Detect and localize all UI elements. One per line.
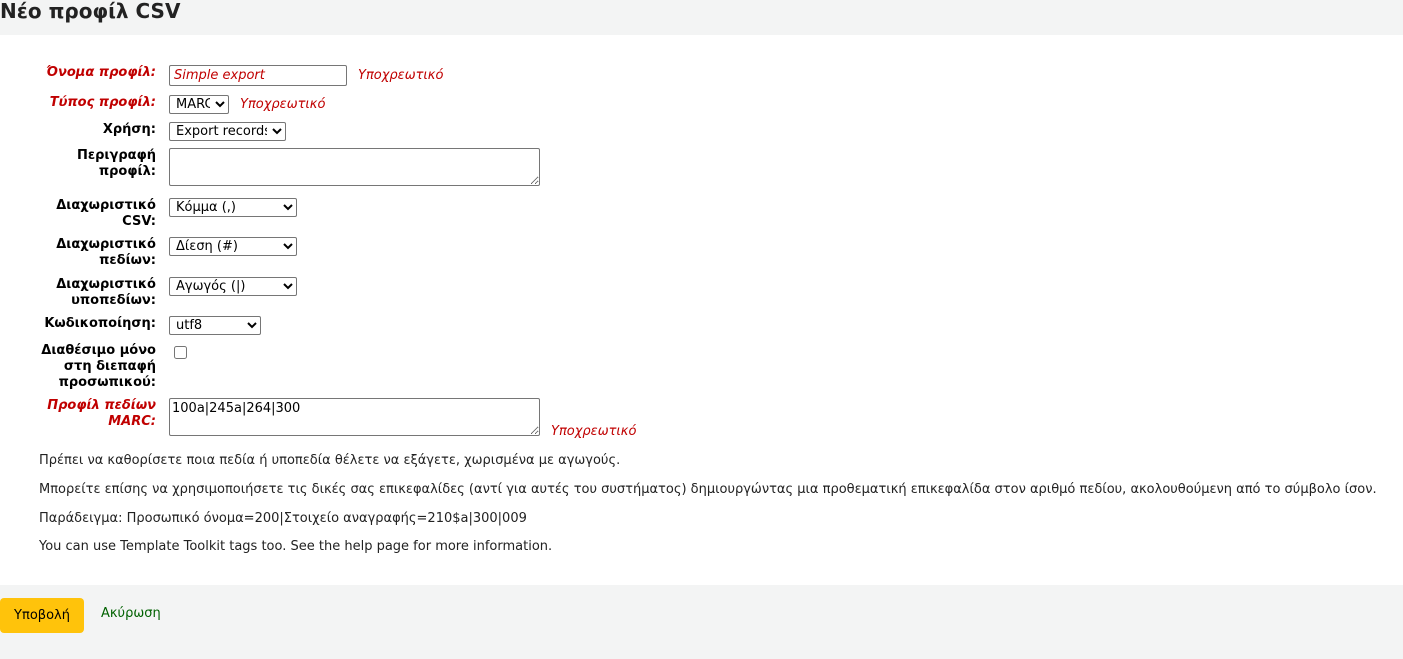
usage-select[interactable] [169,122,286,141]
staff-only-label-line3: προσωπικού: [58,375,156,390]
marc-fields-required-note: Υποχρεωτικό [551,424,637,439]
csv-separator-select[interactable] [169,198,297,217]
description-label-line2: προφίλ: [98,164,156,179]
csv-separator-label-line1: Διαχωριστικό [56,198,156,213]
page-title: Νέο προφίλ CSV [0,0,181,23]
csv-separator-label-line2: CSV: [122,214,156,229]
help-text-example: Παράδειγμα: Προσωπικό όνομα=200|Στοιχείο αναγραφής=210$a|300|009 [39,511,527,526]
staff-only-label-line2: στη διεπαφή [63,359,156,374]
description-label-line1: Περιγραφή [76,148,156,163]
subfield-separator-label-line2: υποπεδίων: [71,293,156,308]
profile-name-required-note: Υποχρεωτικό [358,68,444,83]
field-separator-label [56,237,156,269]
profile-name-label: Όνομα προφίλ: [46,65,156,80]
field-separator-label-line1: Διαχωριστικό [56,237,156,252]
profile-type-label: Τύπος προφίλ: [49,95,156,110]
csv-separator-label [56,198,156,230]
profile-name-input[interactable] [169,65,347,86]
help-text-fields: Πρέπει να καθορίσετε ποια πεδία ή υποπεδία θέλετε να εξάγετε, χωρισμένα με αγωγούς. [39,453,621,468]
description-textarea[interactable] [169,148,540,186]
staff-only-label [41,343,156,391]
usage-label: Χρήση: [102,122,156,137]
subfield-separator-select[interactable] [169,277,297,296]
marc-fields-label-line2: MARC: [108,414,156,429]
staff-only-checkbox[interactable] [174,346,187,359]
field-separator-label-line2: πεδίων: [99,253,156,268]
description-label [77,148,156,180]
profile-type-required-note: Υποχρεωτικό [240,97,326,112]
staff-only-label-line1: Διαθέσιμο μόνο [41,343,156,358]
marc-fields-label-line1: Προφίλ πεδίων [47,398,156,413]
field-separator-select[interactable] [169,237,297,256]
subfield-separator-label-line1: Διαχωριστικό [56,277,156,292]
cancel-link[interactable]: Ακύρωση [101,606,161,621]
help-text-template-toolkit: You can use Template Toolkit tags too. See the help page for more information. [39,539,553,554]
encoding-label: Κωδικοποίηση: [44,316,156,331]
profile-type-select[interactable] [169,95,229,114]
submit-button[interactable]: Υποβολή [0,598,84,633]
subfield-separator-label [56,277,156,309]
marc-fields-textarea[interactable] [169,398,540,436]
marc-fields-label [47,398,156,430]
help-text-headers: Μπορείτε επίσης να χρησιμοποιήσετε τις δικές σας επικεφαλίδες (αντί για αυτές του συστήματος) δημιουργώντας μια προθεματική επικεφαλίδα στον αριθμό πεδίου, ακολουθούμενη από το σύμβολο ίσον. [39,482,1377,497]
encoding-select[interactable] [169,316,261,335]
form-panel [0,35,1403,585]
